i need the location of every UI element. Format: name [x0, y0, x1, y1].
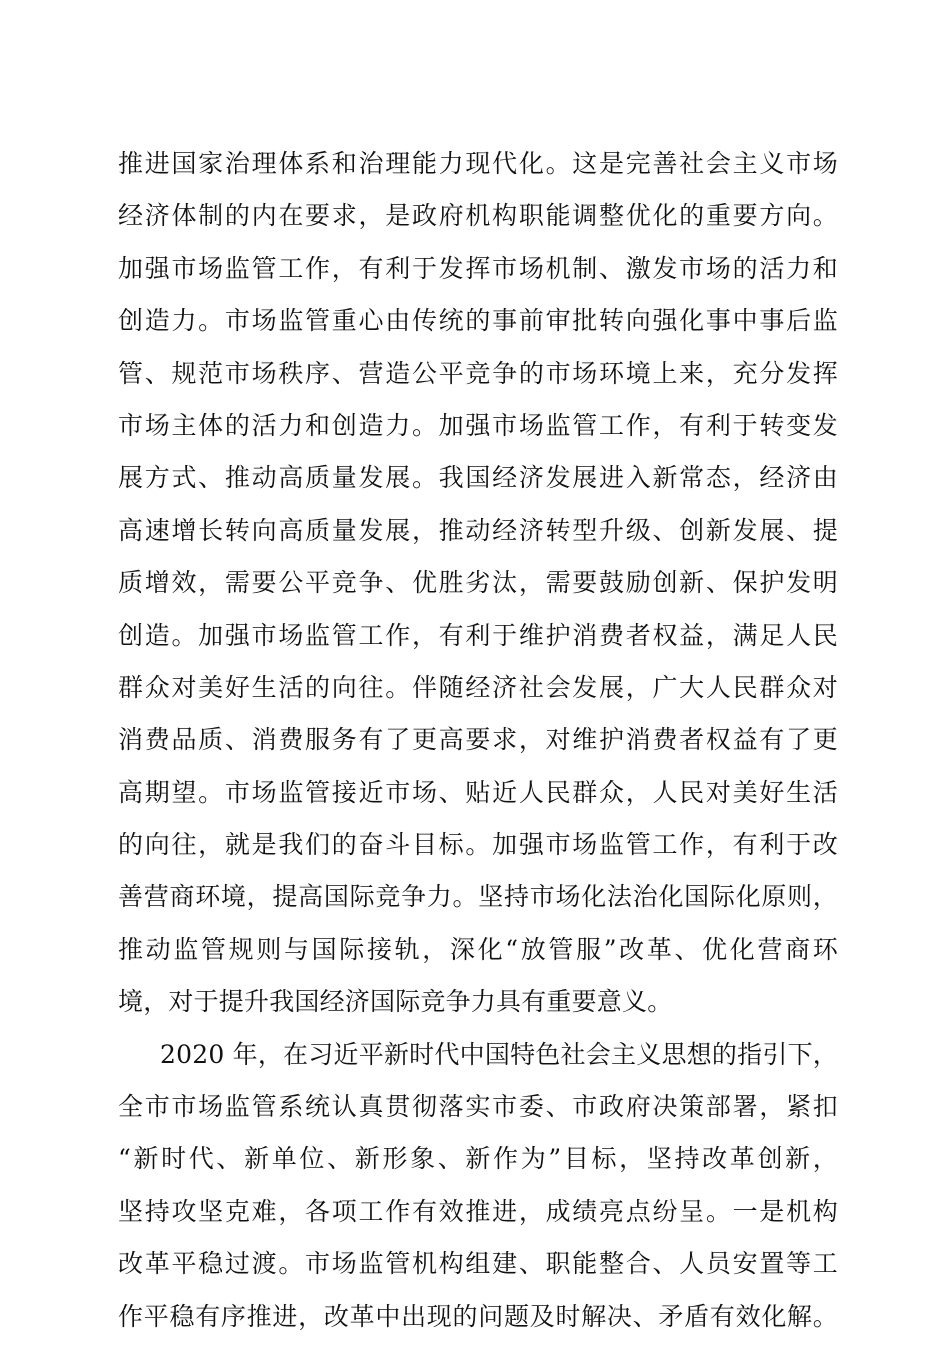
paragraph-1-line: 的向往，就是我们的奋斗目标。加强市场监管工作，有利于改	[118, 830, 838, 860]
paragraph-1-line: 推动监管规则与国际接轨，深化“放管服”改革、优化营商环	[118, 934, 838, 964]
paragraph-1-line: 创造力。市场监管重心由传统的事前审批转向强化事中事后监	[118, 306, 838, 336]
paragraph-1-line: 市场主体的活力和创造力。加强市场监管工作，有利于转变发	[118, 410, 838, 440]
paragraph-2-line: 改革平稳过渡。市场监管机构组建、职能整合、人员安置等工	[118, 1249, 838, 1279]
paragraph-2-line: 坚持攻坚克难，各项工作有效推进，成绩亮点纷呈。一是机构	[118, 1196, 838, 1226]
paragraph-1-line: 境，对于提升我国经济国际竞争力具有重要意义。	[118, 987, 673, 1017]
paragraph-1-line: 管、规范市场秩序、营造公平竞争的市场环境上来，充分发挥	[118, 358, 838, 388]
paragraph-2-line: “新时代、新单位、新形象、新作为”目标，坚持改革创新，	[118, 1144, 838, 1174]
paragraph-1-line: 展方式、推动高质量发展。我国经济发展进入新常态，经济由	[118, 463, 838, 493]
paragraph-1-line: 高期望。市场监管接近市场、贴近人民群众，人民对美好生活	[118, 777, 838, 807]
paragraph-1-line: 创造。加强市场监管工作，有利于维护消费者权益，满足人民	[118, 620, 838, 650]
paragraph-2-line: 2020 年，在习近平新时代中国特色社会主义思想的指引下，	[160, 1039, 838, 1069]
document-body	[118, 142, 838, 1347]
paragraph-2-line: 作平稳有序推进，改革中出现的问题及时解决、矛盾有效化解。	[118, 1301, 838, 1331]
paragraph-1-line: 消费品质、消费服务有了更高要求，对维护消费者权益有了更	[118, 725, 838, 755]
paragraph-2-line: 全市市场监管系统认真贯彻落实市委、市政府决策部署，紧扣	[118, 1092, 838, 1122]
paragraph-1-line: 加强市场监管工作，有利于发挥市场机制、激发市场的活力和	[118, 253, 838, 283]
paragraph-1-line: 经济体制的内在要求，是政府机构职能调整优化的重要方向。	[118, 201, 838, 231]
paragraph-1-line: 推进国家治理体系和治理能力现代化。这是完善社会主义市场	[118, 149, 838, 178]
paragraph-1-line: 高速增长转向高质量发展，推动经济转型升级、创新发展、提	[118, 515, 838, 545]
paragraph-1-line: 质增效，需要公平竞争、优胜劣汰，需要鼓励创新、保护发明	[118, 568, 838, 598]
paragraph-1-line: 善营商环境，提高国际竞争力。坚持市场化法治化国际化原则，	[118, 882, 838, 912]
paragraph-1-line: 群众对美好生活的向往。伴随经济社会发展，广大人民群众对	[118, 672, 838, 702]
